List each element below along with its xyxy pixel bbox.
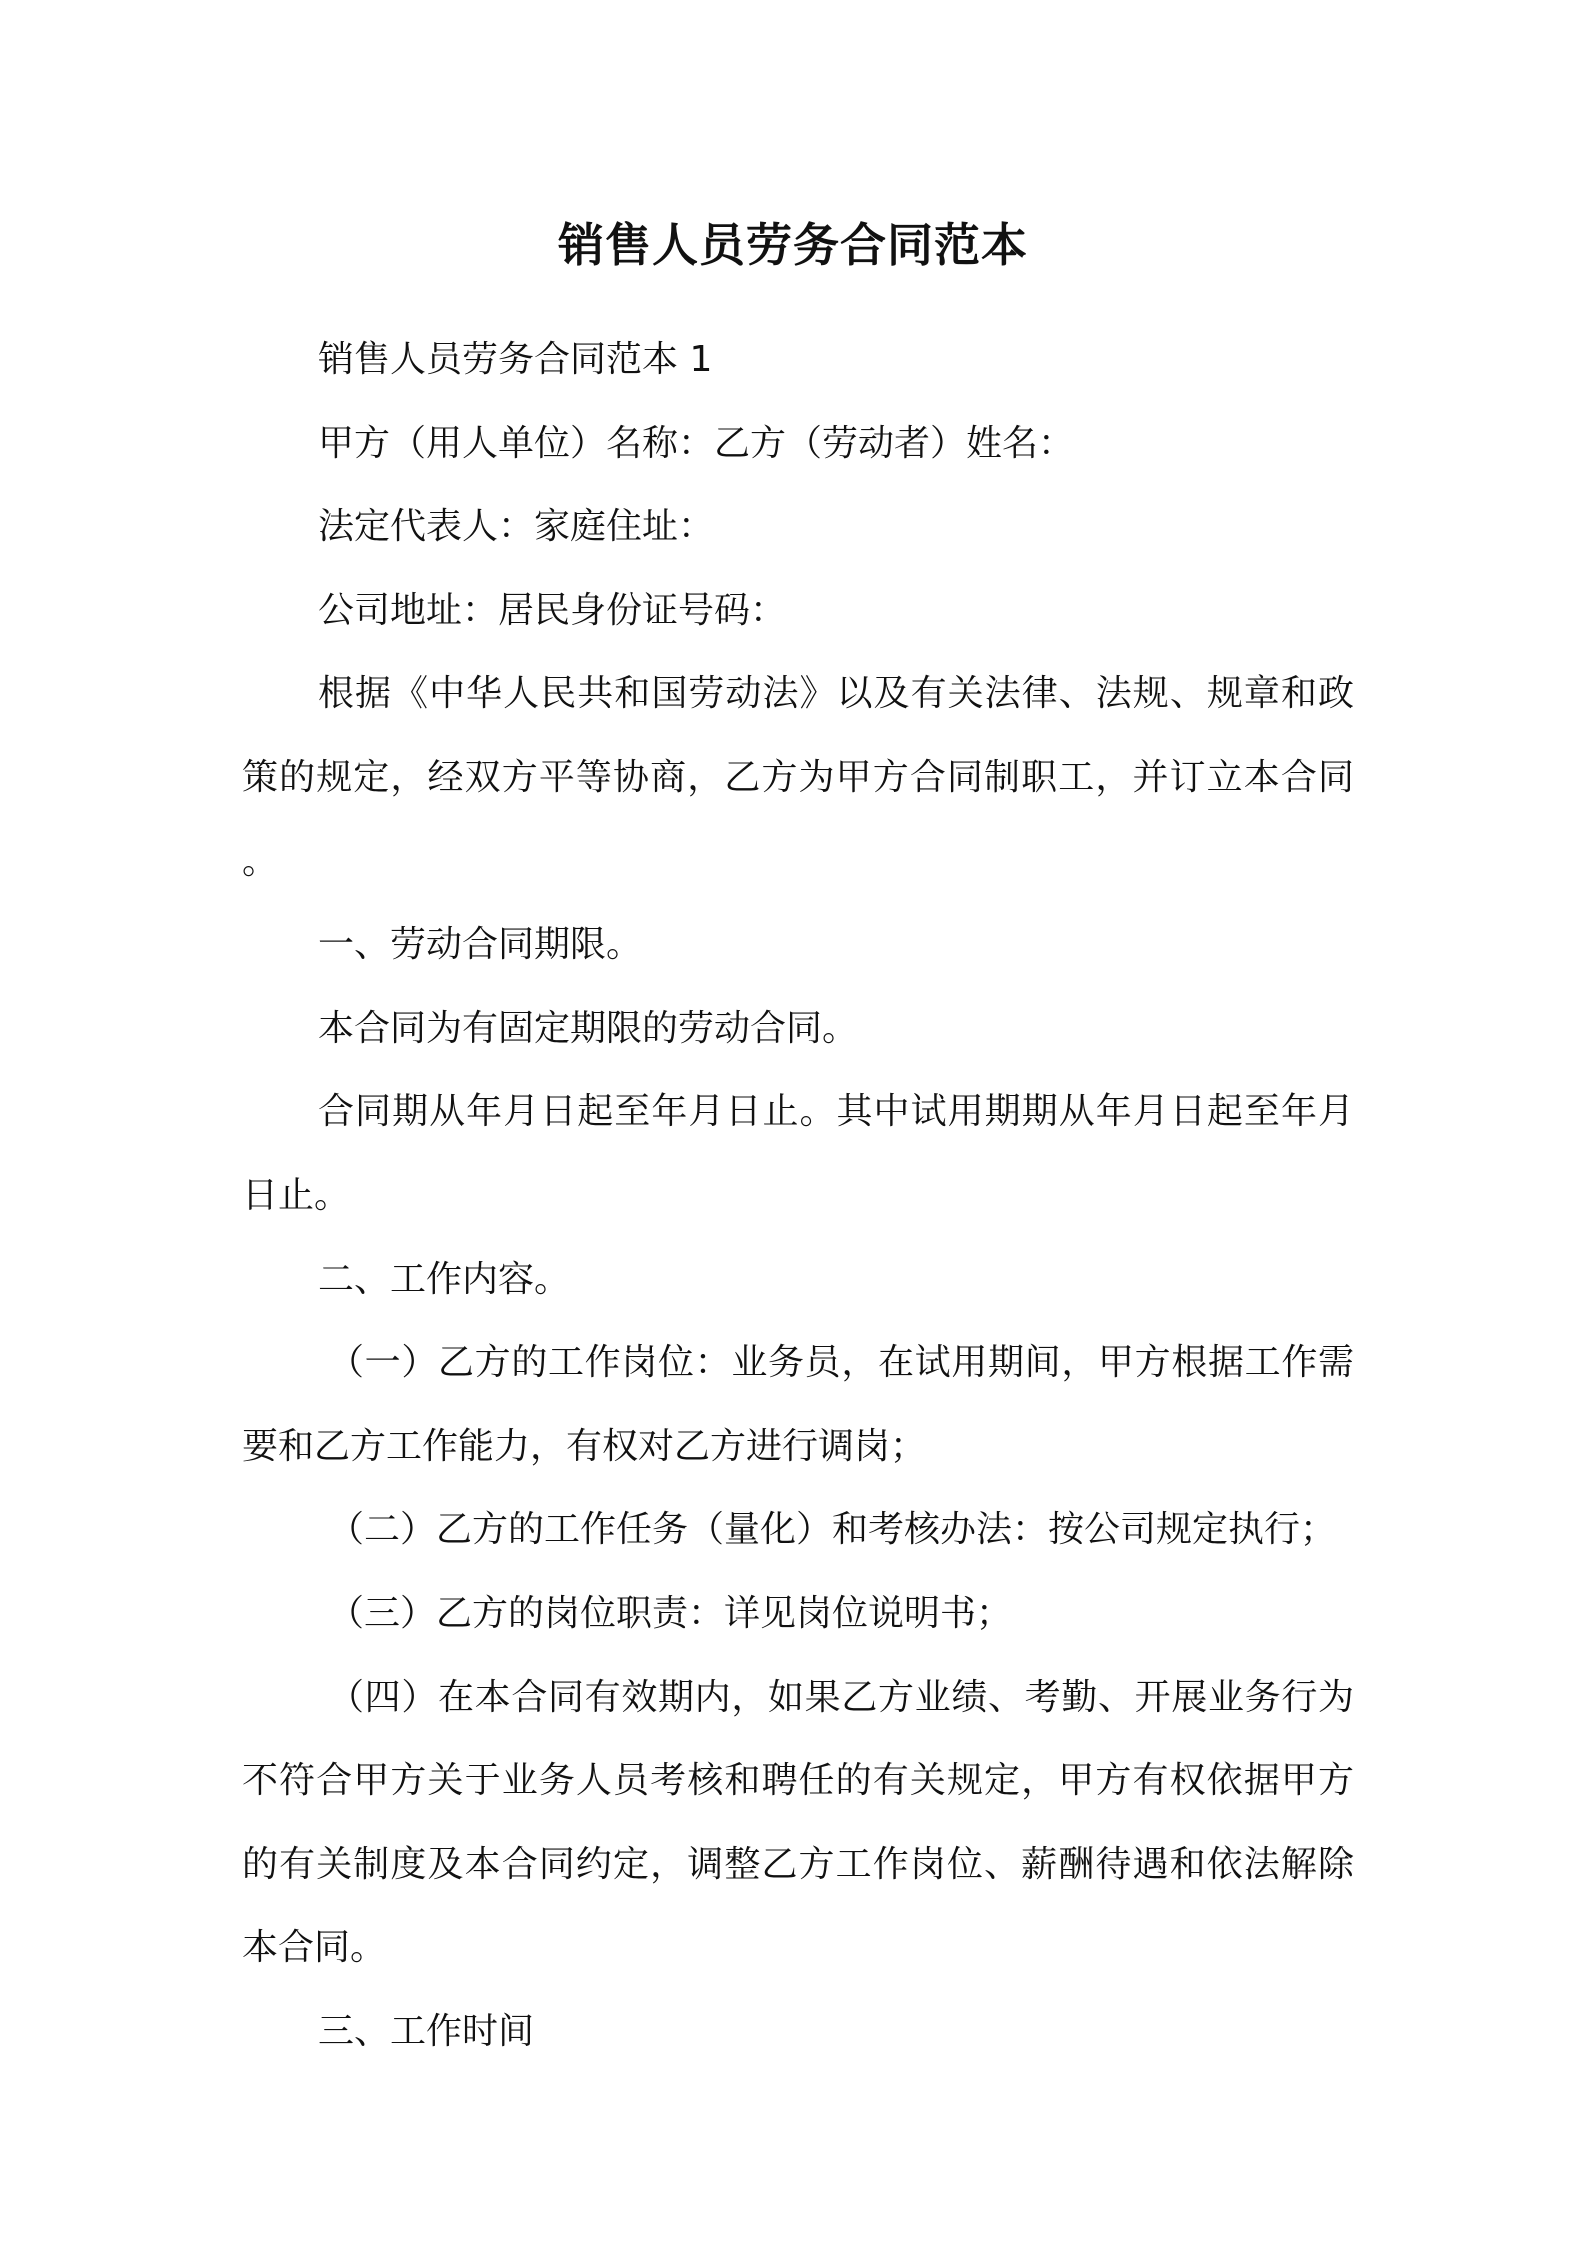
party-a-name-line: 甲方（用人单位）名称：乙方（劳动者）姓名：	[318, 422, 1075, 464]
preamble-paragraph: 根据《中华人民共和国劳动法》以及有关法律、法规、规章和政策的规定，经双方平等协商，乙方为甲方合同制职工，并订立本合同。	[242, 673, 1354, 882]
company-address-line: 公司地址：居民身份证号码：	[318, 589, 787, 631]
clause-2-tasks: （二）乙方的工作任务（量化）和考核办法：按公司规定执行；	[328, 1509, 1337, 1551]
section-heading-work-hours: 三、工作时间	[318, 2010, 535, 2052]
clause-1-position: （一）乙方的工作岗位：业务员，在试用期间，甲方根据工作需要和乙方工作能力，有权对乙方进行调岗；	[242, 1342, 1354, 1467]
document-body	[242, 318, 1354, 2073]
legal-representative-line: 法定代表人：家庭住址：	[318, 506, 715, 548]
clause-3-duties: （三）乙方的岗位职责：详见岗位说明书；	[328, 1592, 1013, 1634]
term-type-paragraph: 本合同为有固定期限的劳动合同。	[318, 1007, 859, 1049]
section-heading-term: 一、劳动合同期限。	[318, 924, 643, 966]
term-period-paragraph: 合同期从年月日起至年月日止。其中试用期期从年月日起至年月日止。	[242, 1091, 1354, 1216]
document-title: 销售人员劳务合同范本	[558, 218, 1028, 272]
clause-4-adjustment: （四）在本合同有效期内，如果乙方业绩、考勤、开展业务行为不符合甲方关于业务人员考核和聘任的有关规定，甲方有权依据甲方的有关制度及本合同约定，调整乙方工作岗位、薪酬待遇和依法解除本合同。	[242, 1676, 1354, 1969]
section-heading-work-content: 二、工作内容。	[318, 1258, 571, 1300]
contract-subtitle: 销售人员劳务合同范本 1	[318, 339, 713, 380]
